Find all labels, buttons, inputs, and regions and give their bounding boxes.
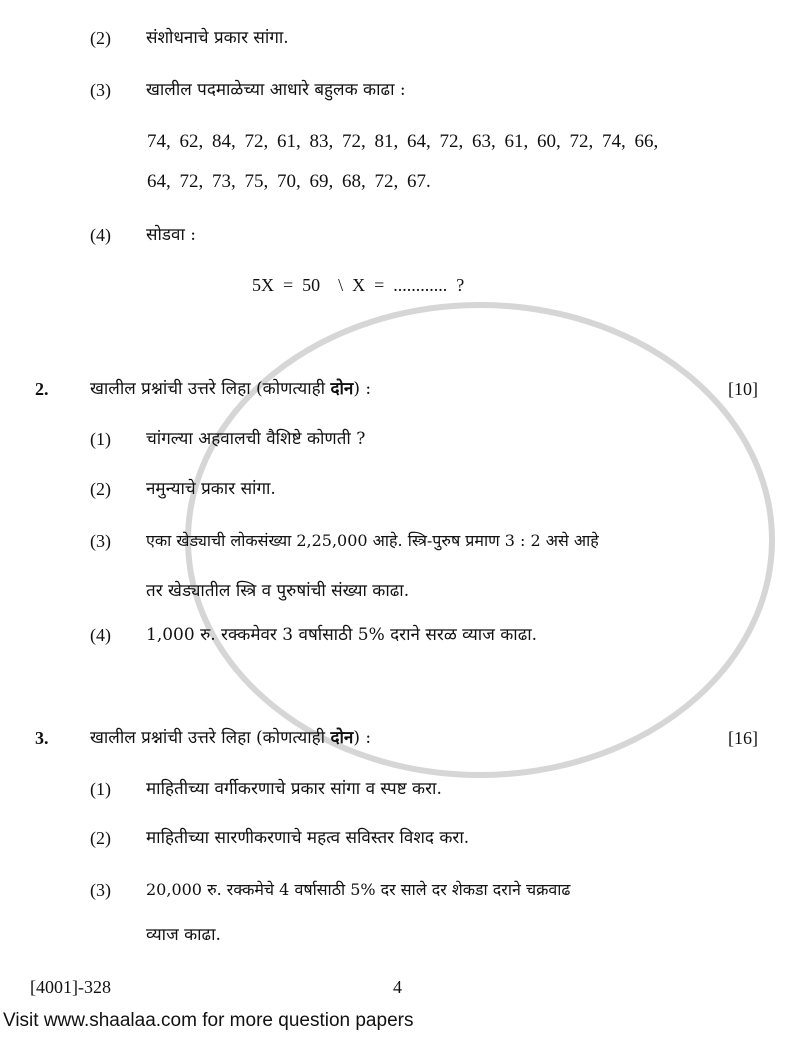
heading-bold: दोन bbox=[330, 728, 354, 748]
item-text-continued: तर खेड्यातील स्त्रि व पुरुषांची संख्या काढा. bbox=[146, 581, 410, 601]
item-label: (3) bbox=[90, 880, 111, 900]
item-text: माहितीच्या वर्गीकरणाचे प्रकार सांगा व स्पष्ट करा. bbox=[146, 779, 442, 799]
visit-link[interactable]: Visit www.shaalaa.com for more question papers bbox=[3, 1010, 414, 1031]
item-text: माहितीच्या सारणीकरणाचे महत्व सविस्तर विशद करा. bbox=[146, 828, 470, 848]
item-text: सोडवा : bbox=[146, 225, 196, 245]
data-series-line-2: 64, 72, 73, 75, 70, 69, 68, 72, 67. bbox=[147, 171, 431, 192]
heading-text: खालील प्रश्नांची उत्तरे लिहा (कोणत्याही bbox=[90, 379, 331, 399]
item-text: 1,000 रु. रक्कमेवर 3 वर्षासाठी 5% दराने सरळ व्याज काढा. bbox=[146, 625, 538, 645]
item-label: (2) bbox=[90, 828, 111, 848]
item-label: (1) bbox=[90, 429, 111, 449]
item-label: (2) bbox=[90, 28, 111, 48]
item-label: (3) bbox=[90, 80, 111, 100]
item-label: (1) bbox=[90, 779, 111, 799]
item-label: (3) bbox=[90, 531, 111, 551]
heading-end: ) : bbox=[353, 379, 372, 399]
question-number: 2. bbox=[35, 379, 49, 399]
page-number: 4 bbox=[393, 977, 402, 997]
item-text: संशोधनाचे प्रकार सांगा. bbox=[146, 28, 289, 48]
question-number: 3. bbox=[35, 728, 49, 748]
heading-end: ) : bbox=[353, 728, 372, 748]
item-label: (2) bbox=[90, 479, 111, 499]
question-heading bbox=[90, 378, 371, 400]
item-text: 20,000 रु. रक्कमेचे 4 वर्षासाठी 5% दर साले दर शेकडा दराने चक्रवाढ bbox=[146, 880, 571, 899]
data-series-line-1: 74, 62, 84, 72, 61, 83, 72, 81, 64, 72, 63, 61, 60, 72, 74, 66, bbox=[147, 131, 659, 152]
item-text: नमुन्याचे प्रकार सांगा. bbox=[146, 479, 276, 499]
heading-text: खालील प्रश्नांची उत्तरे लिहा (कोणत्याही bbox=[90, 728, 331, 748]
item-text: खालील पदमाळेच्या आधारे बहुलक काढा : bbox=[146, 80, 406, 100]
item-label: (4) bbox=[90, 625, 111, 645]
heading-bold: दोन bbox=[330, 379, 354, 399]
paper-code: [4001]-328 bbox=[30, 977, 111, 997]
item-text: एका खेड्याची लोकसंख्या 2,25,000 आहे. स्त्रि-पुरुष प्रमाण 3 : 2 असे आहे bbox=[146, 531, 599, 550]
marks: [16] bbox=[728, 728, 758, 748]
item-label: (4) bbox=[90, 225, 111, 245]
item-text-continued: व्याज काढा. bbox=[146, 925, 221, 945]
question-heading bbox=[90, 727, 371, 749]
marks: [10] bbox=[728, 379, 758, 399]
item-text: चांगल्या अहवालची वैशिष्टे कोणती ? bbox=[146, 429, 366, 449]
equation: 5X = 50 \ X = ............ ? bbox=[252, 275, 465, 295]
